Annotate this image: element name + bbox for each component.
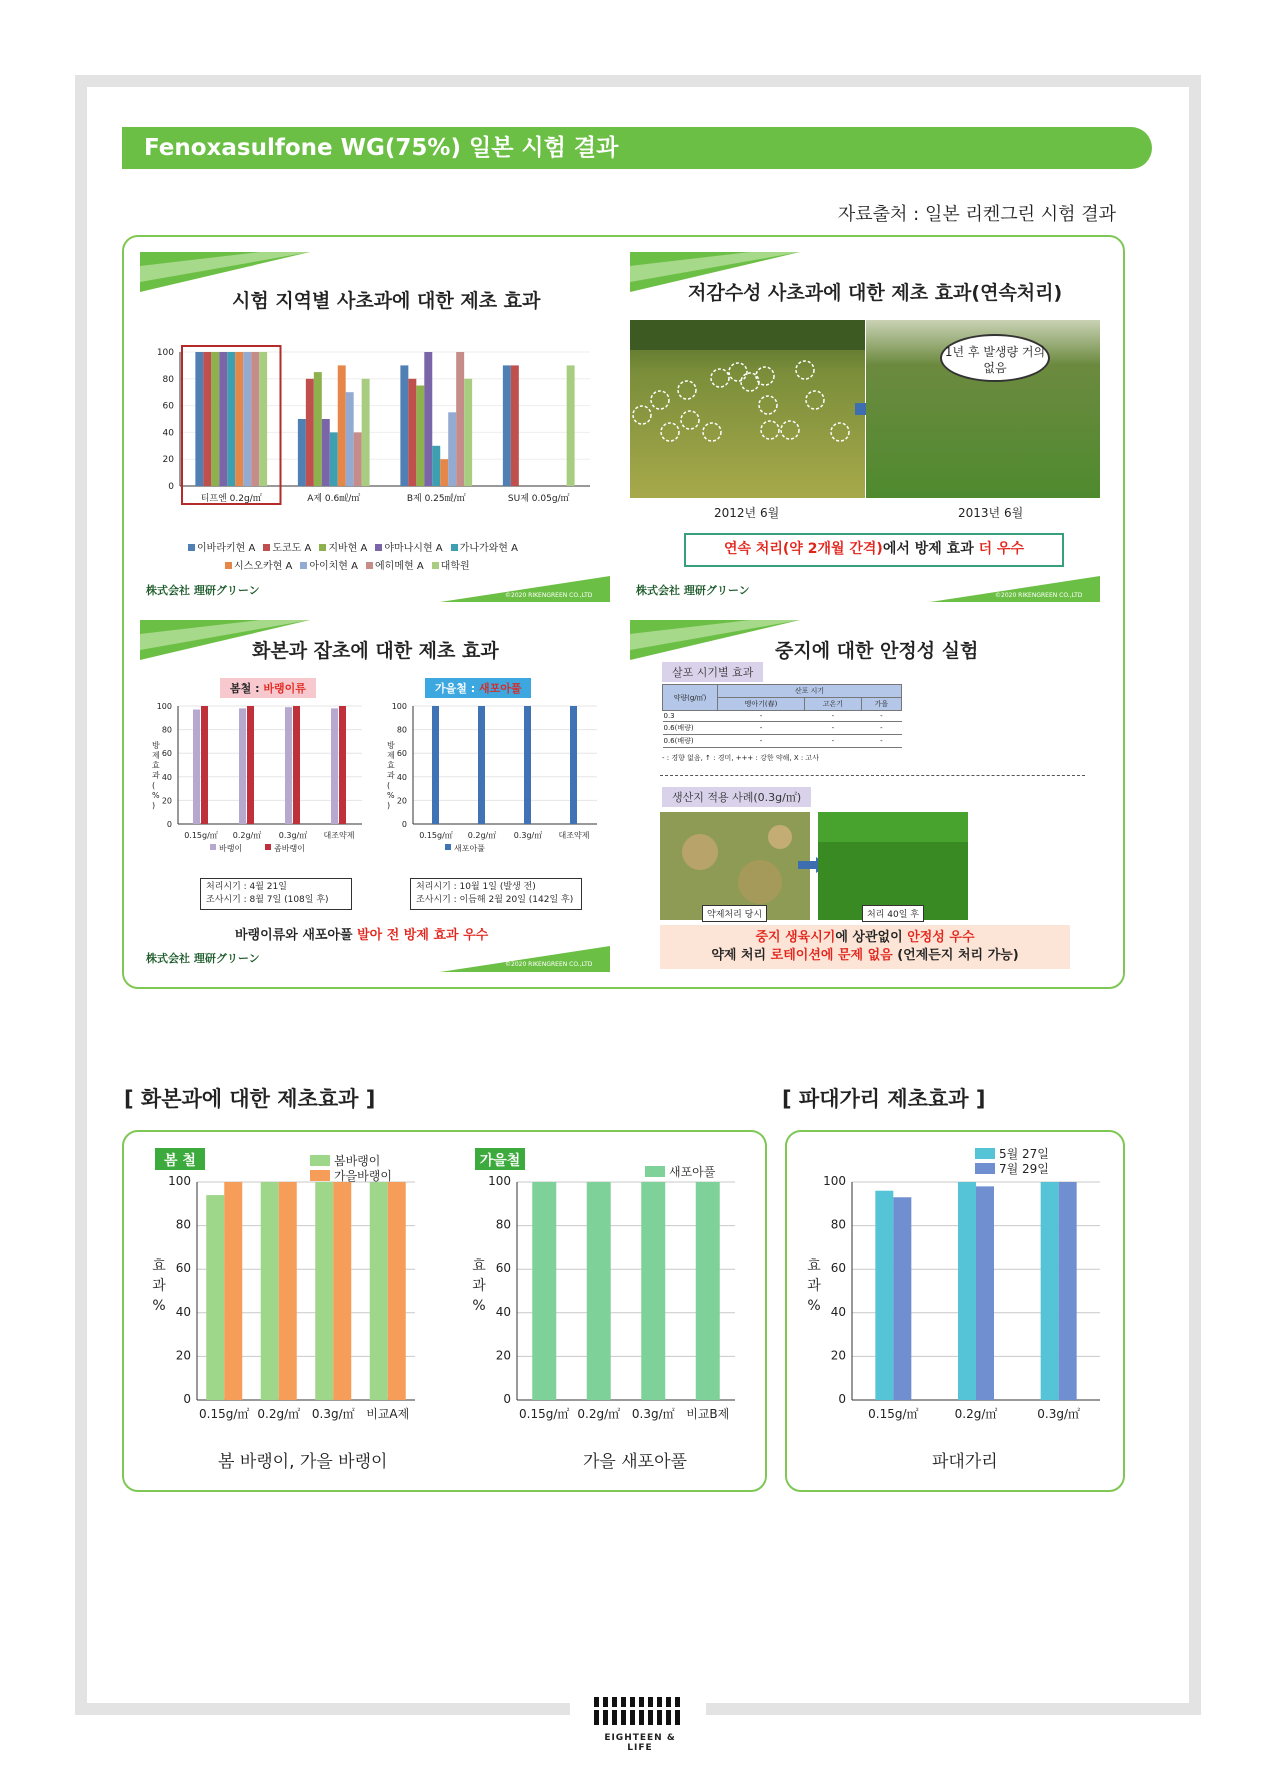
y-label-char: 효 xyxy=(387,761,395,770)
spring-note xyxy=(200,878,352,910)
cell: 0.6(배량) xyxy=(663,722,718,735)
y-label-char: ( xyxy=(387,781,391,790)
bar xyxy=(315,1182,333,1400)
bar xyxy=(330,432,338,486)
y-tick-label: 60 xyxy=(162,401,174,412)
speech-bubble xyxy=(940,334,1050,382)
bar xyxy=(1041,1182,1059,1400)
th-sub-3: 가을 xyxy=(861,698,901,711)
panel-grass-weeds xyxy=(140,620,610,975)
y-label-char: ( xyxy=(152,781,156,790)
y-tick-label: 20 xyxy=(161,796,172,806)
field-label: 생산지 적용 사례(0.3g/㎡) xyxy=(662,787,811,807)
cell: - xyxy=(805,711,862,722)
y-tick-label: 100 xyxy=(391,702,407,711)
bar xyxy=(322,419,330,486)
date-2013: 2013년 6월 xyxy=(958,506,1024,520)
bar xyxy=(261,1182,279,1400)
caption-spring: 봄 바랭이, 가을 바랭이 xyxy=(218,1452,388,1472)
y-tick-label: 80 xyxy=(830,1217,846,1232)
x-tick-label: 0.3g/㎡ xyxy=(513,831,543,840)
legend-row-1 xyxy=(188,539,526,554)
th-season: 산포 시기 xyxy=(718,685,902,698)
y-label-char: 방 xyxy=(387,741,395,750)
bar xyxy=(958,1182,976,1400)
y-label-char: ) xyxy=(152,801,156,810)
x-tick-label: 0.2g/㎡ xyxy=(257,1407,301,1421)
y-label-char: 과 xyxy=(152,771,160,780)
spring-note-1: 처리시기 : 4월 21일 xyxy=(206,882,287,892)
bar xyxy=(224,1182,242,1400)
panel-title: 화본과 잡초에 대한 제초 효과 xyxy=(252,640,499,662)
y-tick-label: 20 xyxy=(175,1348,191,1363)
season-tag-text: 가을철 xyxy=(479,1153,521,1169)
safety-summary xyxy=(660,925,1070,969)
copyright: ©2020 RIKENGREEN CO.,LTD xyxy=(995,592,1083,599)
y-tick-label: 40 xyxy=(175,1304,191,1319)
panel-title: 시험 지역별 사초과에 대한 제초 효과 xyxy=(232,290,541,312)
legend-label: 가을바랭이 xyxy=(334,1169,392,1183)
y-label-char: % xyxy=(152,1298,166,1314)
chart-autumn-bottom xyxy=(455,1140,755,1440)
autumn-note-1: 처리시기 : 10월 1일 (발생 전) xyxy=(416,882,536,892)
section-title-grass: [ 화본과에 대한 제초효과 ] xyxy=(124,1087,376,1111)
legend-item: 가나가와현 A xyxy=(451,543,518,554)
bar xyxy=(696,1182,720,1400)
legend-item: 시스오카현 A xyxy=(225,561,292,572)
legend-label: 7월 29일 xyxy=(999,1162,1049,1176)
x-tick-label: SU제 0.05g/㎡ xyxy=(507,494,570,504)
y-axis-label xyxy=(387,740,395,810)
bar xyxy=(259,352,267,486)
y-label-char: 효 xyxy=(472,1258,486,1274)
x-tick-label: 비교B제 xyxy=(686,1407,730,1421)
highlight-pre: 연속 처리(약 2개월 간격) xyxy=(723,541,883,557)
legend-label: 5월 27일 xyxy=(999,1147,1049,1161)
bar xyxy=(346,392,354,486)
bar xyxy=(432,706,439,824)
y-tick-label: 20 xyxy=(396,796,407,806)
panel-continuous xyxy=(630,252,1100,602)
x-tick-label: 0.3g/㎡ xyxy=(278,831,308,840)
y-label-char: % xyxy=(387,791,395,800)
panel-title: 저감수성 사초과에 대한 제초 효과(연속처리) xyxy=(688,282,1063,304)
legend-label: 좀바랭이 xyxy=(274,844,305,853)
autumn-tag xyxy=(425,678,531,698)
y-label-char: 과 xyxy=(807,1278,821,1294)
summary2-c: (언제든지 처리 가능) xyxy=(892,948,1019,963)
legend-swatch xyxy=(445,844,451,850)
y-tick-label: 100 xyxy=(156,702,172,711)
legend-swatch xyxy=(210,844,216,850)
field-photo-before xyxy=(660,812,810,920)
x-tick-label: 0.15g/㎡ xyxy=(199,1407,250,1421)
bar xyxy=(448,412,456,486)
y-tick-label: 40 xyxy=(396,772,407,782)
safety-table xyxy=(662,684,902,748)
y-tick-label: 0 xyxy=(401,820,407,829)
bar xyxy=(339,706,346,824)
bar xyxy=(251,352,259,486)
y-axis-label xyxy=(152,740,160,810)
bar xyxy=(893,1197,911,1400)
legend-swatch xyxy=(265,844,271,850)
cell: 0.6(배량) xyxy=(663,735,718,748)
legend-item: 이바라키현 A xyxy=(188,543,255,554)
spring-note-2: 조사시기 : 8월 7일 (108일 후) xyxy=(206,895,329,905)
source-note: 자료출처 : 일본 리켄그린 시험 결과 xyxy=(837,204,1116,225)
cell: - xyxy=(718,735,805,748)
summary1-c: 안정성 우수 xyxy=(907,930,975,945)
cell: - xyxy=(805,722,862,735)
page-title: Fenoxasulfone WG(75%) 일본 시험 결과 xyxy=(122,127,1152,169)
bar xyxy=(532,1182,556,1400)
y-tick-label: 100 xyxy=(156,348,174,358)
season-tag-text: 봄 철 xyxy=(164,1153,196,1169)
divider xyxy=(660,775,1085,776)
x-tick-label: 0.15g/㎡ xyxy=(868,1407,919,1421)
legend-label: 새포아풀 xyxy=(669,1165,716,1179)
y-tick-label: 60 xyxy=(396,749,407,759)
y-label-char: 과 xyxy=(387,771,395,780)
bar xyxy=(338,365,346,486)
legend-item: 에히메현 A xyxy=(366,561,424,572)
bar xyxy=(219,352,227,486)
y-label-char: 과 xyxy=(472,1278,486,1294)
bar xyxy=(331,708,338,824)
legend-swatch xyxy=(310,1170,330,1181)
bar xyxy=(239,708,246,824)
table-label: 살포 시기별 효과 xyxy=(662,662,763,682)
chart-regions xyxy=(140,332,610,522)
legend-item: 도코도 A xyxy=(263,543,311,554)
bar xyxy=(503,365,511,486)
summary1-a: 중지 생육시기 xyxy=(755,930,836,945)
cell: - xyxy=(861,711,901,722)
bar xyxy=(408,379,416,486)
bar xyxy=(354,432,362,486)
y-tick-label: 0 xyxy=(168,482,174,492)
date-2012: 2012년 6월 xyxy=(714,506,780,520)
bar xyxy=(193,710,200,824)
legend-swatch xyxy=(310,1155,330,1166)
legend-swatch xyxy=(975,1148,995,1159)
bubble-text: 1년 후 발생량 거의 없음 xyxy=(944,345,1046,375)
y-label-char: 과 xyxy=(152,1278,166,1294)
x-tick-label: 0.2g/㎡ xyxy=(467,831,497,840)
bar xyxy=(416,386,424,487)
cell: - xyxy=(861,722,901,735)
y-label-char: 방 xyxy=(152,741,160,750)
x-tick-label: 대조약제 xyxy=(558,831,590,840)
cell: - xyxy=(718,722,805,735)
summary2-b: 로테이션에 문제 없음 xyxy=(770,948,893,963)
y-tick-label: 80 xyxy=(161,725,172,735)
autumn-note xyxy=(410,878,582,910)
legend-item: 아이치현 A xyxy=(300,561,358,572)
y-tick-label: 0 xyxy=(183,1392,191,1406)
y-label-char: % xyxy=(807,1298,821,1314)
bar xyxy=(285,707,292,824)
y-tick-label: 40 xyxy=(162,428,174,439)
copyright: ©2020 RIKENGREEN CO.,LTD xyxy=(505,592,593,599)
bar xyxy=(314,372,322,486)
chart-spring xyxy=(140,698,370,858)
bar xyxy=(293,706,300,824)
y-label-char: 제 xyxy=(152,751,160,760)
y-tick-label: 20 xyxy=(495,1348,511,1363)
y-tick-label: 40 xyxy=(495,1304,511,1319)
bar xyxy=(641,1182,665,1400)
x-tick-label: B제 0.25㎖/㎡ xyxy=(406,494,466,504)
y-label-char: % xyxy=(152,791,160,800)
x-tick-label: 0.3g/㎡ xyxy=(311,1407,355,1421)
y-tick-label: 100 xyxy=(168,1174,191,1188)
legend-row-2 xyxy=(225,557,478,572)
summary1-b: 에 상관없이 xyxy=(835,930,908,945)
y-tick-label: 40 xyxy=(161,772,172,782)
y-tick-label: 0 xyxy=(503,1392,511,1406)
bar xyxy=(478,706,485,824)
cell: - xyxy=(718,711,805,722)
bar xyxy=(195,352,203,486)
brand-logo-icon xyxy=(594,1695,684,1727)
bar xyxy=(456,352,464,486)
x-tick-label: 0.15g/㎡ xyxy=(419,831,453,840)
legend-item: 야마나시현 A xyxy=(375,543,442,554)
y-label-char: 효 xyxy=(807,1258,821,1274)
chart-spring-bottom xyxy=(135,1140,435,1440)
brand-name: EIGHTEEN & LIFE xyxy=(604,1733,676,1753)
highlight-post: 더 우수 xyxy=(978,541,1025,557)
turf-photo-2012 xyxy=(630,320,865,498)
legend-swatch xyxy=(975,1163,995,1174)
bar xyxy=(976,1186,994,1400)
x-tick-label: 0.15g/㎡ xyxy=(519,1407,570,1421)
autumn-tag-b: 새포아풀 xyxy=(478,682,522,695)
legend-label: 바랭이 xyxy=(219,844,243,853)
cell: - xyxy=(805,735,862,748)
y-tick-label: 20 xyxy=(162,455,174,466)
bar xyxy=(227,352,235,486)
bar xyxy=(570,706,577,824)
bar xyxy=(206,1195,224,1400)
y-tick-label: 60 xyxy=(830,1261,846,1276)
panel-region-effect xyxy=(140,252,610,602)
bar xyxy=(370,1182,388,1400)
y-tick-label: 100 xyxy=(823,1174,846,1188)
rikengreen-logo: 株式会社 理研グリーン xyxy=(636,584,750,597)
x-tick-label: 0.2g/㎡ xyxy=(232,831,262,840)
y-tick-label: 60 xyxy=(161,749,172,759)
legend-label: 새포아풀 xyxy=(454,844,485,853)
bar xyxy=(362,379,370,486)
copyright: ©2020 RIKENGREEN CO.,LTD xyxy=(505,961,593,968)
section-title-sedge: [ 파대가리 제초효과 ] xyxy=(782,1087,986,1111)
bar xyxy=(298,419,306,486)
rikengreen-logo: 株式会社 理研グリーン xyxy=(146,952,260,965)
bar xyxy=(511,365,519,486)
y-tick-label: 80 xyxy=(175,1217,191,1232)
caption-sedge: 파대가리 xyxy=(932,1452,998,1472)
y-tick-label: 100 xyxy=(488,1174,511,1188)
legend-item: 지바현 A xyxy=(319,543,367,554)
y-tick-label: 80 xyxy=(396,725,407,735)
bar xyxy=(432,446,440,486)
bar xyxy=(306,379,314,486)
y-tick-label: 20 xyxy=(830,1348,846,1363)
conclusion xyxy=(235,924,488,943)
y-tick-label: 60 xyxy=(495,1261,511,1276)
highlight-box xyxy=(684,533,1064,567)
rikengreen-logo: 株式会社 理研グリーン xyxy=(146,584,260,597)
y-tick-label: 40 xyxy=(830,1304,846,1319)
field-photo-after xyxy=(818,812,968,920)
legend-swatch xyxy=(645,1166,665,1177)
x-tick-label: 0.3g/㎡ xyxy=(631,1407,675,1421)
bar xyxy=(235,352,243,486)
bar xyxy=(243,352,251,486)
bar xyxy=(587,1182,611,1400)
th-sub-2: 고온기 xyxy=(805,698,862,711)
bar xyxy=(201,706,208,824)
conclusion-a: 바랭이류와 새포아풀 xyxy=(235,928,358,943)
bar xyxy=(388,1182,406,1400)
autumn-note-2: 조사시기 : 이듬해 2월 20일 (142일 후) xyxy=(416,895,574,905)
y-label-char: 제 xyxy=(387,751,395,760)
bar xyxy=(424,352,432,486)
x-tick-label: 비교A제 xyxy=(366,1407,410,1421)
bar xyxy=(279,1182,297,1400)
bar xyxy=(440,459,448,486)
panel-title: 중지에 대한 안정성 실험 xyxy=(775,640,979,662)
legend-label: 봄바랭이 xyxy=(334,1154,381,1168)
spring-tag-b: 바랭이류 xyxy=(263,682,306,695)
y-label-char: 효 xyxy=(152,1258,166,1274)
bar xyxy=(464,379,472,486)
x-tick-label: 티프엔 0.2g/㎡ xyxy=(200,494,262,504)
bar xyxy=(203,352,211,486)
bar xyxy=(400,365,408,486)
table-note: - : 경향 없음, ↑ : 경미, +++ : 강한 약해, X : 고사 xyxy=(662,754,819,762)
bar xyxy=(333,1182,351,1400)
photo-left-label: 약제처리 당시 xyxy=(702,905,767,922)
chart-autumn xyxy=(375,698,605,858)
summary2-a: 약제 처리 xyxy=(711,948,771,963)
y-label-char: 효 xyxy=(152,761,160,770)
bar xyxy=(875,1191,893,1400)
conclusion-b: 발아 전 방제 효과 우수 xyxy=(357,928,489,943)
y-tick-label: 0 xyxy=(838,1392,846,1406)
y-tick-label: 80 xyxy=(495,1217,511,1232)
th-sub-1: 맹아기(春) xyxy=(718,698,805,711)
y-label-char: % xyxy=(472,1298,486,1314)
bar xyxy=(524,706,531,824)
cell: - xyxy=(861,735,901,748)
bar xyxy=(567,365,575,486)
bottom-stripe xyxy=(440,946,610,972)
x-tick-label: 0.3g/㎡ xyxy=(1037,1407,1081,1421)
x-tick-label: 0.2g/㎡ xyxy=(954,1407,998,1421)
bar xyxy=(211,352,219,486)
x-tick-label: 0.2g/㎡ xyxy=(577,1407,621,1421)
spring-tag-a: 봄철 : xyxy=(230,682,264,695)
x-tick-label: 0.15g/㎡ xyxy=(184,831,218,840)
caption-autumn: 가을 새포아풀 xyxy=(583,1452,687,1472)
photo-right-label: 처리 40일 후 xyxy=(862,905,924,922)
th-dose: 약량(g/㎡) xyxy=(663,685,718,711)
chart-sedge-bottom xyxy=(790,1140,1120,1440)
y-tick-label: 80 xyxy=(162,374,174,385)
legend-item: 대학원 xyxy=(432,561,470,572)
spring-tag xyxy=(220,678,316,698)
y-tick-label: 0 xyxy=(166,820,172,829)
bar xyxy=(247,706,254,824)
cell: 0.3 xyxy=(663,711,718,722)
x-tick-label: 대조약제 xyxy=(323,831,355,840)
x-tick-label: A제 0.6㎖/㎡ xyxy=(307,494,361,504)
highlight-mid: 에서 방제 효과 xyxy=(882,541,979,557)
y-tick-label: 60 xyxy=(175,1261,191,1276)
panel-safety xyxy=(630,620,1100,975)
autumn-tag-a: 가을철 : xyxy=(435,682,479,695)
bar xyxy=(1059,1182,1077,1400)
y-label-char: ) xyxy=(387,801,391,810)
